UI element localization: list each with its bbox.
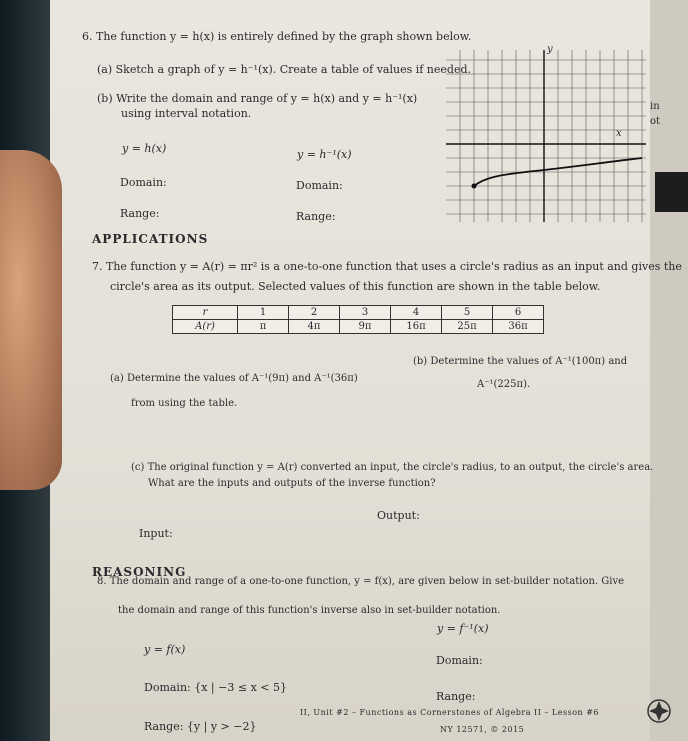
margin-fragment-1: in bbox=[650, 101, 660, 112]
area-values-table bbox=[172, 305, 544, 334]
problem7-part-b-2: A⁻¹(225π). bbox=[477, 379, 531, 390]
table-cell: 9π bbox=[340, 320, 391, 334]
table-row bbox=[173, 320, 544, 334]
problem6-part-b-2: using interval notation. bbox=[121, 107, 252, 120]
table-cell: 25π bbox=[442, 320, 493, 334]
table-row bbox=[173, 306, 544, 320]
table-cell: 16π bbox=[391, 320, 442, 334]
problem8-line2: the domain and range of this function's inverse also in set-builder notation. bbox=[118, 605, 501, 616]
f-equation: y = f(x) bbox=[144, 643, 186, 656]
dark-edge-block bbox=[655, 172, 688, 212]
margin-fragment-2: ot bbox=[650, 116, 661, 127]
h-range-label: Range: bbox=[120, 207, 160, 220]
problem7-part-a-1: (a) Determine the values of A⁻¹(9π) and A⁻¹(36π) bbox=[110, 373, 358, 384]
footer-line1: II, Unit #2 – Functions as Cornerstones of Algebra II – Lesson #6 bbox=[300, 708, 600, 717]
f-range: Range: {y | y > −2} bbox=[144, 720, 257, 733]
table-cell: 5 bbox=[442, 306, 493, 320]
table-cell: 36π bbox=[493, 320, 544, 334]
input-label: Input: bbox=[139, 527, 173, 540]
table-cell: 6 bbox=[493, 306, 544, 320]
h-domain-label: Domain: bbox=[120, 176, 167, 189]
f-domain: Domain: {x | −3 ≤ x < 5} bbox=[144, 681, 287, 694]
publisher-logo-icon bbox=[646, 698, 672, 724]
problem7-line2: circle's area as its output. Selected values of this function are shown in the table below. bbox=[110, 280, 601, 293]
h-inverse-range-label: Range: bbox=[296, 210, 336, 223]
table-cell: π bbox=[238, 320, 289, 334]
applications-heading: APPLICATIONS bbox=[92, 232, 209, 246]
table-cell: 3 bbox=[340, 306, 391, 320]
f-inverse-range-label: Range: bbox=[436, 690, 476, 703]
problem8-line1: 8. The domain and range of a one-to-one function, y = f(x), are given below in set-builder notation. Give bbox=[97, 576, 625, 587]
output-label: Output: bbox=[377, 509, 420, 522]
problem7-part-c-1: (c) The original function y = A(r) converted an input, the circle's radius, to an output, the circle's area. bbox=[131, 462, 654, 473]
problem7-line1: 7. The function y = A(r) = πr² is a one-to-one function that uses a circle's radius as an input and gives the bbox=[92, 260, 682, 273]
thumb-overlay bbox=[0, 150, 62, 490]
footer-line2: NY 12571, © 2015 bbox=[440, 725, 525, 734]
f-inverse-equation: y = f⁻¹(x) bbox=[437, 622, 489, 635]
table-cell: A(r) bbox=[173, 320, 238, 334]
h-curve-endpoint bbox=[472, 184, 477, 189]
problem6-part-b-1: (b) Write the domain and range of y = h(x) and y = h⁻¹(x) bbox=[97, 92, 418, 105]
h-inverse-domain-label: Domain: bbox=[296, 179, 343, 192]
table-cell: 4 bbox=[391, 306, 442, 320]
table-cell: r bbox=[173, 306, 238, 320]
h-equation: y = h(x) bbox=[122, 142, 167, 155]
table-cell: 2 bbox=[289, 306, 340, 320]
graph-x-label: x bbox=[616, 128, 622, 139]
problem7-part-b-1: (b) Determine the values of A⁻¹(100π) and bbox=[413, 356, 628, 367]
f-inverse-domain-label: Domain: bbox=[436, 654, 483, 667]
problem6-part-a: (a) Sketch a graph of y = h⁻¹(x). Create a table of values if needed. bbox=[97, 63, 472, 76]
table-cell: 4π bbox=[289, 320, 340, 334]
problem6-intro: 6. The function y = h(x) is entirely defined by the graph shown below. bbox=[82, 30, 472, 43]
problem7-part-a-2: from using the table. bbox=[131, 398, 238, 409]
reasoning-heading: REASONING bbox=[92, 565, 187, 579]
graph-y-label: y bbox=[547, 44, 553, 55]
table-cell: 1 bbox=[238, 306, 289, 320]
problem7-part-c-2: What are the inputs and outputs of the inverse function? bbox=[148, 478, 436, 489]
h-inverse-equation: y = h⁻¹(x) bbox=[297, 148, 352, 161]
